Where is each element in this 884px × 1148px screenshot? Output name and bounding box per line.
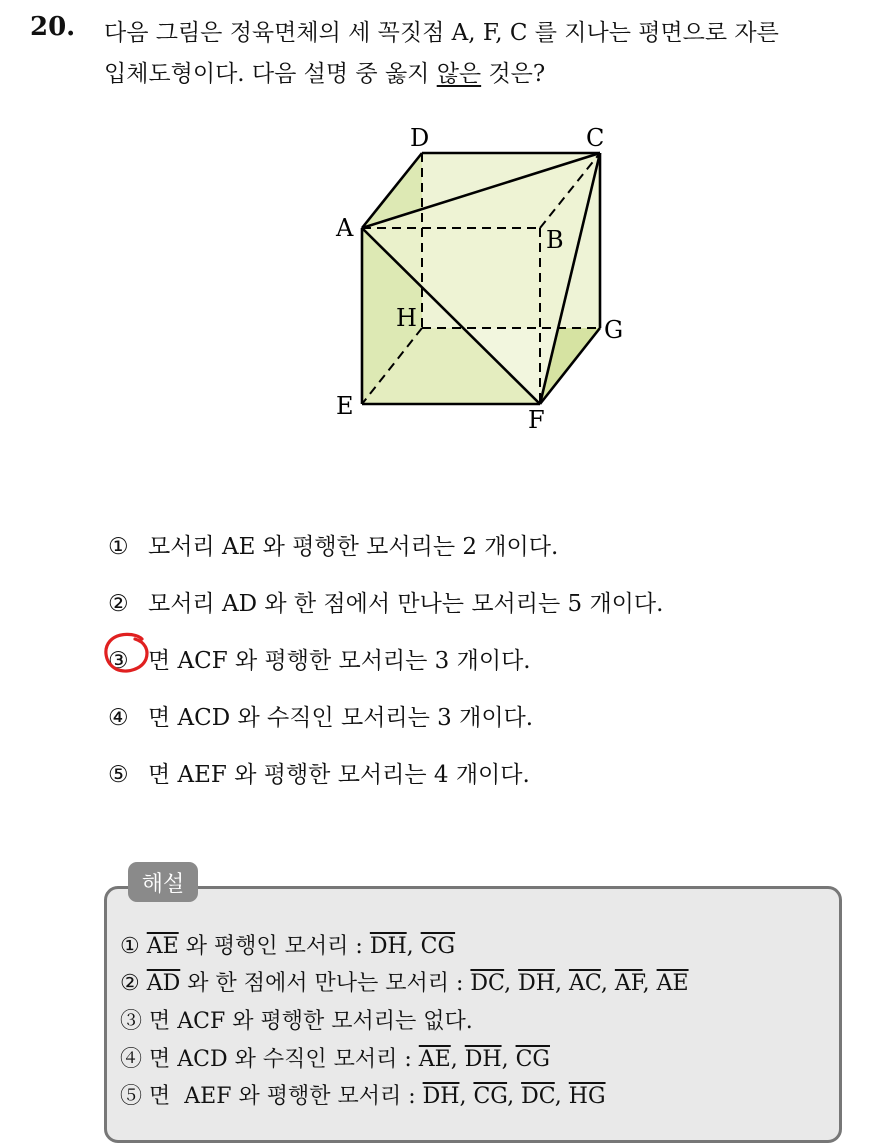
solution-number: ① — [120, 934, 140, 959]
segment-label: $\overline{CG}$ — [515, 1047, 550, 1072]
segment-label: $\overline{AE}$ — [146, 934, 179, 959]
solution-tag: 해설 — [128, 862, 198, 902]
solution-line-2: ② $\overline{AD}$ 와 한 점에서 만나는 모서리 : $\overline{DC}$, $\overline{DH}$, $\overline{AC}$, $\overline{AF}$, $\overline{AE}$ — [120, 971, 689, 996]
segment-label: $\overline{DH}$ — [422, 1084, 460, 1109]
solution-number: ② — [120, 971, 140, 996]
segment-label: $\overline{AE}$ — [418, 1047, 451, 1072]
solution-line-1: ① $\overline{AE}$ 와 평행인 모서리 : $\overline{DH}$, $\overline{CG}$ — [120, 934, 456, 959]
segment-label: $\overline{HG}$ — [568, 1084, 606, 1109]
solution-text: 면 AEF 와 평행한 모서리 : — [149, 1084, 416, 1109]
segment-label: $\overline{AD}$ — [146, 971, 181, 996]
segment-label: $\overline{DC}$ — [521, 1084, 555, 1109]
segment-label: $\overline{AC}$ — [568, 971, 601, 996]
solution-number: ③ — [120, 1009, 143, 1034]
answer-circle-mark — [102, 631, 152, 675]
question-text-part: 입체도형이다. 다음 설명 중 옳지 — [104, 61, 437, 87]
segment-label: $\overline{DH}$ — [369, 934, 407, 959]
vertex-label-e: E — [336, 392, 354, 420]
question-underlined-word: 않은 — [436, 61, 482, 87]
option-number: ② — [108, 591, 129, 617]
option-text: 면 ACD 와 수직인 모서리는 3 개이다. — [148, 705, 534, 731]
cut-cube-figure — [0, 0, 884, 480]
solution-text: 면 ACF 와 평행한 모서리는 없다. — [149, 1009, 473, 1034]
vertex-label-a: A — [336, 214, 354, 242]
option-number: ① — [108, 534, 129, 560]
segment-label: $\overline{DH}$ — [464, 1047, 502, 1072]
option-5[interactable] — [108, 756, 530, 789]
option-2[interactable] — [108, 585, 663, 618]
segment-label: $\overline{CG}$ — [473, 1084, 508, 1109]
vertex-label-d: D — [410, 124, 430, 152]
option-text: 면 ACF 와 평행한 모서리는 3 개이다. — [148, 648, 531, 674]
option-text: 면 AEF 와 평행한 모서리는 4 개이다. — [148, 762, 530, 788]
solution-line-3 — [120, 1004, 473, 1035]
segment-label: $\overline{AE}$ — [656, 971, 689, 996]
option-number: ⑤ — [108, 762, 129, 788]
solution-text: 면 ACD 와 수직인 모서리 : — [149, 1047, 412, 1072]
question-number: 20. — [30, 12, 76, 42]
segment-label: $\overline{AF}$ — [614, 971, 643, 996]
solution-text: 와 평행인 모서리 : — [185, 934, 363, 959]
solution-number: ⑤ — [120, 1084, 143, 1109]
solution-line-4: ④ 면 ACD 와 수직인 모서리 : $\overline{AE}$, $\overline{DH}$, $\overline{CG}$ — [120, 1047, 550, 1072]
option-number: ④ — [108, 705, 129, 731]
question-text-part: 것은? — [481, 61, 546, 87]
segment-label: $\overline{DH}$ — [518, 971, 555, 996]
vertex-label-c: C — [586, 124, 605, 152]
segment-label: $\overline{DC}$ — [470, 971, 505, 996]
option-3[interactable] — [108, 642, 531, 675]
option-4[interactable] — [108, 699, 533, 732]
solution-number: ④ — [120, 1047, 143, 1072]
solution-text: 와 한 점에서 만나는 모서리 : — [187, 971, 464, 996]
option-text: 모서리 AE 와 평행한 모서리는 2 개이다. — [148, 534, 559, 560]
vertex-label-f: F — [528, 406, 545, 434]
vertex-label-b: B — [546, 226, 564, 254]
vertex-label-g: G — [604, 316, 624, 344]
option-text: 모서리 AD 와 한 점에서 만나는 모서리는 5 개이다. — [148, 591, 664, 617]
option-1[interactable] — [108, 528, 558, 561]
solution-line-5: ⑤ 면 AEF 와 평행한 모서리 : $\overline{DH}$, $\overline{CG}$, $\overline{DC}$, $\overline{HG}$ — [120, 1084, 606, 1109]
segment-label: $\overline{CG}$ — [420, 934, 456, 959]
question-text-line1: 다음 그림은 정육면체의 세 꼭짓점 A, F, C 를 지나는 평면으로 자른 — [104, 20, 779, 46]
vertex-label-h: H — [396, 304, 417, 332]
option-number: ③ — [108, 648, 129, 674]
